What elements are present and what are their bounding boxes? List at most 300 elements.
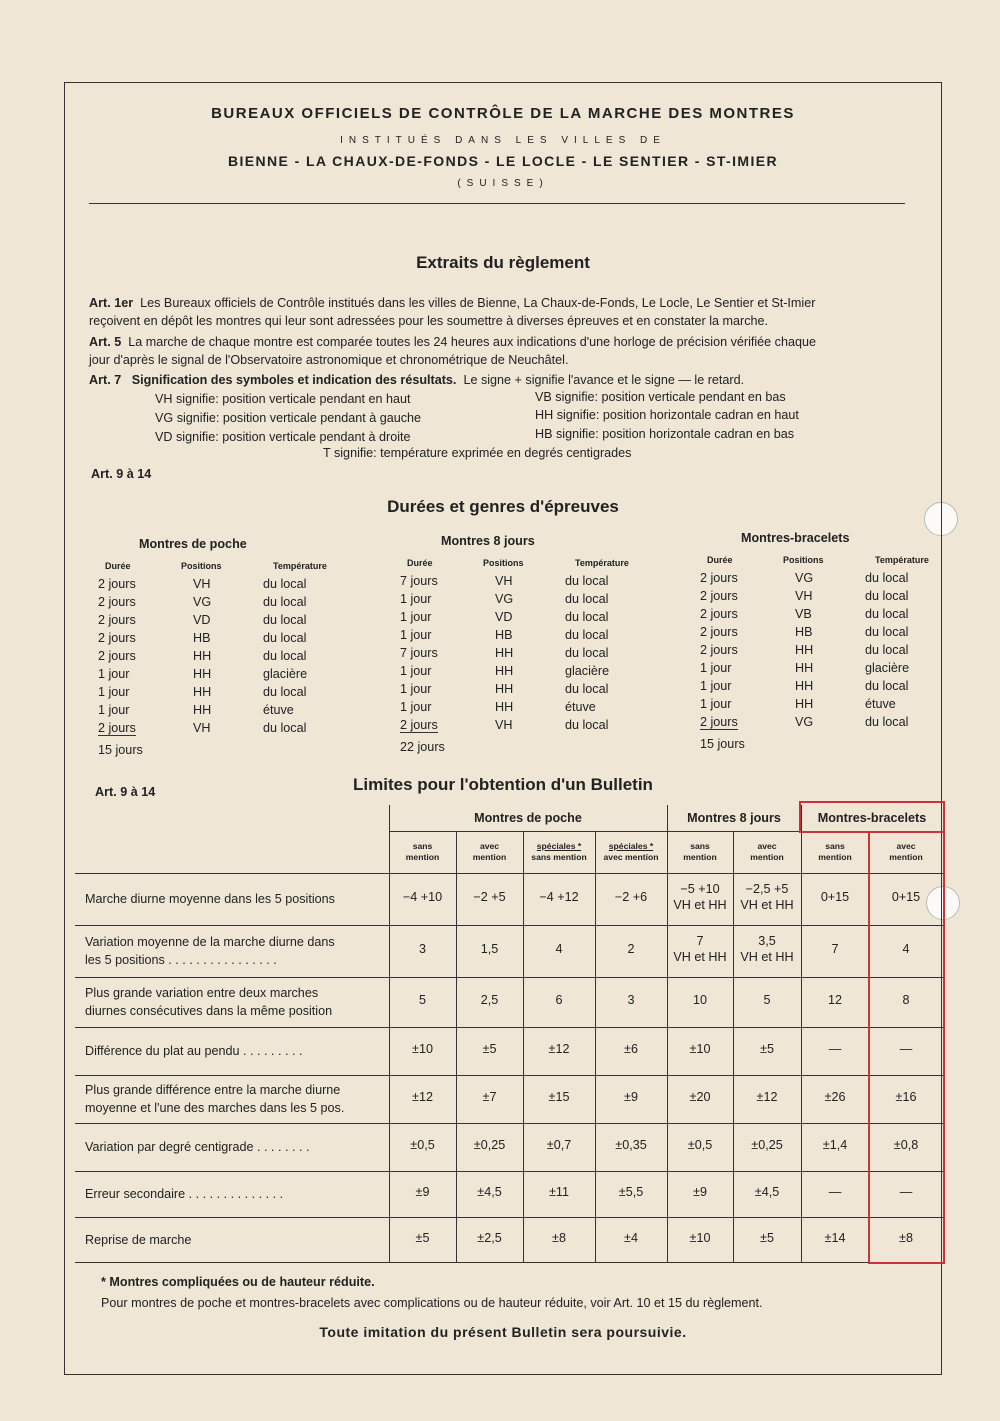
cell-line: 2,5: [480, 993, 499, 1007]
symbol-hb: HB signifie: position horizontale cadran en bas: [535, 427, 795, 441]
duree-value: 2 jours: [700, 607, 738, 621]
duree-value: 2 jours: [98, 649, 136, 663]
cell-line: ±5: [482, 1042, 497, 1056]
table-cell: [389, 1230, 456, 1246]
temperature-value: glacière: [263, 667, 308, 681]
cell-line: ±2,5: [477, 1230, 502, 1245]
row-label-line: Variation par degré centigrade . . . . . . . .: [85, 1140, 310, 1154]
cell-line: ±12: [412, 1090, 433, 1104]
duree-value: 1 jour: [400, 700, 432, 714]
subheader-line: mention: [405, 852, 440, 862]
duree-row: [395, 664, 635, 682]
footnote-title: * Montres compliquées ou de hauteur réduite.: [101, 1275, 375, 1289]
temperature-value: du local: [565, 592, 609, 606]
temperature-value: du local: [565, 646, 609, 660]
subheader-line: mention: [750, 852, 784, 862]
table-cell: [733, 881, 801, 913]
table-cell: [595, 941, 667, 957]
col-header-positions: Positions: [783, 555, 824, 565]
position-value: VG: [795, 715, 814, 729]
duree-row: [395, 610, 635, 628]
col-header-temperature: Température: [575, 558, 629, 568]
cell-line: ±11: [549, 1185, 569, 1199]
table-cell: [389, 1041, 456, 1057]
temperature-value: étuve: [565, 700, 596, 714]
subheader-line: avec: [757, 841, 777, 851]
row-label-line: moyenne et l'une des marches dans les 5 pos.: [85, 1101, 345, 1115]
cell-line: ±15: [548, 1090, 570, 1104]
duree-row: [395, 718, 635, 736]
table-cell: [456, 889, 523, 905]
durees-table-title: Montres de poche: [139, 537, 247, 551]
duree-row: [93, 631, 333, 649]
duree-row: [93, 667, 333, 685]
table-cell: [667, 881, 733, 913]
table-cell: [456, 941, 523, 957]
cell-line: VH et HH: [740, 950, 794, 964]
position-value: VH: [495, 718, 513, 732]
header-divider: [89, 203, 905, 204]
subheader-line: sans mention: [531, 852, 587, 862]
table-rule: [75, 1262, 943, 1263]
table-cell: [523, 1089, 595, 1105]
temperature-value: du local: [865, 715, 909, 729]
temperature-value: glacière: [865, 661, 910, 675]
temperature-value: glacière: [565, 664, 610, 678]
position-value: VH: [795, 589, 813, 603]
subheader-line: spéciales *: [608, 841, 654, 851]
position-value: HB: [795, 625, 813, 639]
imitation-warning: Toute imitation du présent Bulletin sera poursuivie.: [319, 1324, 687, 1340]
table-cell: [523, 889, 595, 905]
duree-row: [93, 649, 333, 667]
table-cell: [595, 1041, 667, 1057]
cell-line: −2 +6: [614, 890, 648, 904]
art5-line1: Art. 5 La marche de chaque montre est comparée toutes les 24 heures aux indications d'une horloge de précision vérifiée chaque: [89, 335, 816, 349]
row-label-line: Erreur secondaire . . . . . . . . . . . . . .: [85, 1187, 284, 1201]
duree-value: 2 jours: [98, 577, 136, 591]
table-cell: [667, 1089, 733, 1105]
row-label-line: Plus grande variation entre deux marches: [85, 986, 319, 1000]
table-rule: [75, 1123, 943, 1124]
duree-row: [93, 703, 333, 721]
table-cell: [456, 1230, 523, 1246]
temperature-value: du local: [263, 649, 307, 663]
duree-row: [695, 715, 935, 733]
table-rule: [75, 873, 943, 874]
cell-line: —: [899, 1185, 913, 1199]
duree-row: [395, 646, 635, 664]
position-value: VG: [795, 571, 814, 585]
col-header-duree: Durée: [707, 555, 733, 565]
art1-line2: reçoivent en dépôt les montres qui leur sont adressées pour les soumettre à diverses épreuves et en constater la marche.: [89, 314, 769, 328]
duree-value: 1 jour: [98, 667, 130, 681]
table-cell: [523, 992, 595, 1008]
duree-row: [93, 721, 333, 739]
duree-row: [695, 571, 935, 589]
column-subheader: [595, 841, 667, 863]
table-cell: [801, 941, 869, 957]
position-value: HH: [495, 664, 514, 678]
cell-line: ±9: [624, 1090, 638, 1104]
row-label: [85, 984, 385, 1020]
duree-value: 2 jours: [98, 595, 136, 609]
col-header-duree: Durée: [407, 558, 433, 568]
duree-value: 2 jours: [700, 643, 738, 657]
cell-line: −5 +10: [680, 882, 720, 896]
cell-line: ±1,4: [822, 1138, 848, 1152]
duree-value: 1 jour: [400, 592, 432, 606]
position-value: VD: [193, 613, 211, 627]
duree-row: [93, 577, 333, 595]
cell-line: ±10: [689, 1042, 711, 1056]
table-cell: [456, 1041, 523, 1057]
art9-label: Art. 9 à 14: [91, 467, 152, 481]
subheader-line: mention: [818, 852, 852, 862]
table-rule: [75, 1171, 943, 1172]
table-cell: [389, 992, 456, 1008]
duree-row: [695, 661, 935, 679]
row-label: [85, 1231, 385, 1249]
row-label: [85, 1081, 385, 1117]
duree-row: [395, 628, 635, 646]
table-cell: [595, 1230, 667, 1246]
cell-line: 10: [692, 993, 707, 1007]
temperature-value: du local: [565, 628, 609, 642]
position-value: VH: [495, 574, 513, 588]
art1-line1: Art. 1er Les Bureaux officiels de Contrôle institués dans les villes de Bienne, La Chaux-de-Fonds, Le Locle, Le Sentier et St-Imier: [89, 296, 816, 310]
duree-row: [395, 682, 635, 700]
col-header-temperature: Température: [875, 555, 929, 565]
row-label-line: Marche diurne moyenne dans les 5 positions: [85, 892, 335, 906]
duree-value: 1 jour: [98, 703, 130, 717]
cell-line: ±12: [756, 1090, 778, 1104]
position-value: HH: [495, 646, 514, 660]
duree-total: 15 jours: [700, 737, 745, 751]
temperature-value: du local: [263, 595, 307, 609]
symbol-vd: VD signifie: position verticale pendant à droite: [155, 430, 411, 444]
column-subheader: [733, 841, 801, 863]
cell-line: ±9: [693, 1185, 707, 1199]
symbol-vb: VB signifie: position verticale pendant en bas: [535, 390, 786, 404]
cell-line: 0+15: [820, 890, 850, 904]
table-cell: [733, 1137, 801, 1153]
row-label: [85, 933, 385, 969]
table-cell: [801, 1041, 869, 1057]
duree-value: 2 jours: [700, 571, 738, 585]
duree-value: 1 jour: [400, 664, 432, 678]
table-cell: [523, 1230, 595, 1246]
temperature-value: du local: [865, 679, 909, 693]
temperature-value: du local: [865, 625, 909, 639]
duree-row: [395, 592, 635, 610]
header-subtitle: INSTITUÉS DANS LES VILLES DE: [340, 135, 666, 146]
temperature-value: du local: [565, 574, 609, 588]
table-cell: [595, 1089, 667, 1105]
footnote-text: Pour montres de poche et montres-bracelets avec complications ou de hauteur réduite, voir Art. 10 et 15 du règlement.: [101, 1296, 763, 1310]
position-value: HH: [795, 679, 814, 693]
position-value: HH: [193, 649, 212, 663]
cell-line: −4 +10: [402, 890, 443, 904]
cell-line: 8: [902, 993, 910, 1007]
position-value: HH: [495, 682, 514, 696]
table-cell: [667, 1137, 733, 1153]
duree-value: 1 jour: [400, 610, 432, 624]
subheader-line: mention: [472, 852, 507, 862]
header-cities: BIENNE - LA CHAUX-DE-FONDS - LE LOCLE - LE SENTIER - ST-IMIER: [228, 153, 778, 169]
position-value: HH: [193, 703, 212, 717]
temperature-value: du local: [263, 685, 307, 699]
row-label-line: diurnes consécutives dans la même position: [85, 1004, 333, 1018]
temperature-value: du local: [565, 718, 609, 732]
cell-line: 0+15: [891, 890, 921, 904]
temperature-value: du local: [565, 682, 609, 696]
cell-line: −2,5 +5: [745, 882, 789, 896]
table-cell: [523, 941, 595, 957]
cell-line: VH et HH: [673, 898, 727, 912]
cell-line: VH et HH: [673, 950, 727, 964]
temperature-value: du local: [263, 631, 307, 645]
header-title: BUREAUX OFFICIELS DE CONTRÔLE DE LA MARCHE DES MONTRES: [211, 105, 795, 122]
cell-line: —: [828, 1042, 842, 1056]
cell-line: 5: [418, 993, 426, 1007]
row-label: [85, 890, 385, 908]
cell-line: 4: [555, 942, 563, 956]
table-cell: [456, 1089, 523, 1105]
duree-row: [93, 685, 333, 703]
table-cell: [733, 1089, 801, 1105]
position-value: VG: [495, 592, 514, 606]
table-cell: [456, 1184, 523, 1200]
cell-line: 4: [902, 942, 910, 956]
subheader-line: mention: [889, 852, 923, 862]
art5-line2: jour d'après le signal de l'Observatoire astronomique et chronométrique de Neuchâtel.: [89, 353, 569, 367]
symbol-t: T signifie: température exprimée en degrés centigrades: [323, 446, 632, 460]
cell-line: ±0,5: [687, 1138, 713, 1152]
duree-row: [395, 700, 635, 718]
cell-line: ±4,5: [754, 1185, 780, 1199]
cell-line: 7: [831, 942, 839, 956]
temperature-value: étuve: [865, 697, 896, 711]
duree-value: 1 jour: [400, 682, 432, 696]
position-value: HH: [795, 697, 814, 711]
row-label: [85, 1185, 385, 1203]
table-cell: [667, 1230, 733, 1246]
extraits-heading: Extraits du règlement: [416, 253, 590, 272]
temperature-value: du local: [565, 610, 609, 624]
art7-line: Art. 7 Signification des symboles et indication des résultats. Le signe + signifie l'avance et le signe — le retard.: [89, 373, 745, 387]
row-label: [85, 1138, 385, 1156]
subheader-line: avec mention: [603, 852, 659, 862]
cell-line: 3: [627, 993, 635, 1007]
table-cell: [801, 889, 869, 905]
table-cell: [667, 933, 733, 965]
table-cell: [733, 933, 801, 965]
duree-value: 1 jour: [700, 697, 732, 711]
table-cell: [523, 1041, 595, 1057]
subheader-line: avec: [479, 841, 500, 851]
table-cell: [667, 992, 733, 1008]
duree-value: 1 jour: [98, 685, 130, 699]
column-subheader: [456, 841, 523, 863]
limites-art-label: Art. 9 à 14: [95, 785, 156, 799]
cell-line: ±5,5: [618, 1185, 644, 1199]
table-cell: [389, 941, 456, 957]
temperature-value: du local: [865, 643, 909, 657]
group-header: Montres 8 jours: [687, 811, 781, 825]
header-country: (SUISSE): [457, 178, 549, 189]
duree-value: 2 jours: [700, 715, 738, 729]
cell-line: ±0,8: [893, 1138, 919, 1152]
cell-line: 2: [627, 942, 635, 956]
limites-heading: Limites pour l'obtention d'un Bulletin: [353, 775, 653, 794]
cell-line: ±6: [624, 1042, 638, 1056]
table-rule: [75, 1075, 943, 1076]
table-cell: [801, 1230, 869, 1246]
duree-value: 2 jours: [98, 613, 136, 627]
col-header-temperature: Température: [273, 561, 327, 571]
duree-row: [93, 613, 333, 631]
table-cell: [389, 1184, 456, 1200]
duree-row: [695, 589, 935, 607]
cell-line: ±4,5: [477, 1185, 502, 1199]
cell-line: 3: [418, 942, 426, 956]
document-frame: [64, 82, 942, 1375]
cell-line: ±20: [689, 1090, 711, 1104]
cell-line: VH et HH: [740, 898, 794, 912]
cell-line: 3,5: [758, 934, 776, 948]
subheader-line: sans: [825, 841, 845, 851]
table-cell: [456, 992, 523, 1008]
subheader-line: avec: [896, 841, 916, 851]
table-cell: [733, 992, 801, 1008]
cell-line: 5: [763, 993, 771, 1007]
col-header-positions: Positions: [483, 558, 524, 568]
duree-row: [695, 607, 935, 625]
cell-line: −4 +12: [539, 890, 579, 904]
cell-line: 6: [555, 993, 563, 1007]
duree-row: [695, 679, 935, 697]
duree-value: 1 jour: [400, 628, 432, 642]
duree-total: 22 jours: [400, 740, 445, 754]
cell-line: —: [899, 1042, 913, 1056]
position-value: VD: [495, 610, 513, 624]
subheader-line: mention: [683, 852, 717, 862]
column-subheader: [523, 841, 595, 863]
table-cell: [456, 1137, 523, 1153]
duree-total: 15 jours: [98, 743, 143, 757]
temperature-value: du local: [865, 589, 909, 603]
column-subheader: [801, 841, 869, 863]
duree-value: 1 jour: [700, 679, 732, 693]
position-value: VG: [193, 595, 212, 609]
cell-line: ±10: [689, 1230, 711, 1245]
position-value: HB: [495, 628, 513, 642]
cell-line: ±0,5: [410, 1138, 435, 1152]
row-label-line: Différence du plat au pendu . . . . . . . . .: [85, 1044, 303, 1058]
position-value: HH: [795, 661, 814, 675]
cell-line: ±0,7: [546, 1138, 572, 1152]
position-value: VH: [193, 577, 211, 591]
subheader-line: spéciales *: [536, 841, 582, 851]
row-label-line: les 5 positions . . . . . . . . . . . . . . . .: [85, 953, 277, 967]
table-cell: [801, 1184, 869, 1200]
temperature-value: du local: [263, 577, 307, 591]
row-label-line: Variation moyenne de la marche diurne dans: [85, 935, 335, 949]
duree-row: [695, 643, 935, 661]
table-cell: [595, 889, 667, 905]
cell-line: ±0,35: [615, 1138, 647, 1152]
temperature-value: étuve: [263, 703, 294, 717]
position-value: HH: [193, 685, 212, 699]
cell-line: ±9: [415, 1185, 430, 1199]
duree-row: [695, 625, 935, 643]
table-cell: [801, 1137, 869, 1153]
cell-line: ±4: [624, 1230, 638, 1245]
table-cell: [733, 1041, 801, 1057]
cell-line: 1,5: [480, 942, 499, 956]
duree-value: 2 jours: [700, 589, 738, 603]
subheader-line: sans: [690, 841, 710, 851]
cell-line: ±5: [760, 1042, 774, 1056]
duree-value: 2 jours: [400, 718, 438, 732]
column-subheader: [389, 841, 456, 863]
cell-line: ±8: [899, 1230, 913, 1245]
table-rule: [75, 977, 943, 978]
position-value: HH: [795, 643, 814, 657]
duree-value: 7 jours: [400, 646, 438, 660]
limits-table: [75, 805, 943, 1262]
cell-line: ±8: [552, 1230, 566, 1245]
cell-line: ±5: [760, 1230, 774, 1245]
symbol-vh: VH signifie: position verticale pendant en haut: [155, 392, 411, 406]
cell-line: ±7: [482, 1090, 497, 1104]
position-value: HH: [193, 667, 212, 681]
durees-table-title: Montres-bracelets: [741, 531, 850, 545]
row-label: [85, 1042, 385, 1060]
column-subheader: [667, 841, 733, 863]
table-rule: [75, 925, 943, 926]
symbol-hh: HH signifie: position horizontale cadran en haut: [535, 408, 799, 422]
table-cell: [733, 1230, 801, 1246]
durees-table-title: Montres 8 jours: [441, 534, 535, 548]
table-cell: [667, 1041, 733, 1057]
duree-row: [395, 574, 635, 592]
col-header-positions: Positions: [181, 561, 222, 571]
position-value: HB: [193, 631, 211, 645]
cell-line: 7: [696, 934, 704, 948]
table-cell: [389, 1137, 456, 1153]
row-label-line: Plus grande différence entre la marche diurne: [85, 1083, 341, 1097]
table-cell: [801, 1089, 869, 1105]
table-rule: [75, 1217, 943, 1218]
cell-line: 12: [827, 993, 842, 1007]
table-rule: [75, 1027, 943, 1028]
table-cell: [595, 1137, 667, 1153]
duree-value: 2 jours: [700, 625, 738, 639]
duree-row: [695, 697, 935, 715]
highlight-bracelets-avec-column: [868, 831, 945, 1264]
duree-value: 1 jour: [700, 661, 732, 675]
temperature-value: du local: [865, 571, 909, 585]
cell-line: ±0,25: [751, 1138, 783, 1152]
cell-line: ±16: [895, 1090, 917, 1104]
temperature-value: du local: [865, 607, 909, 621]
group-header: Montres-bracelets: [817, 811, 927, 825]
highlight-bracelets-header: [799, 801, 945, 833]
temperature-value: du local: [263, 721, 307, 735]
cell-line: —: [828, 1185, 842, 1199]
